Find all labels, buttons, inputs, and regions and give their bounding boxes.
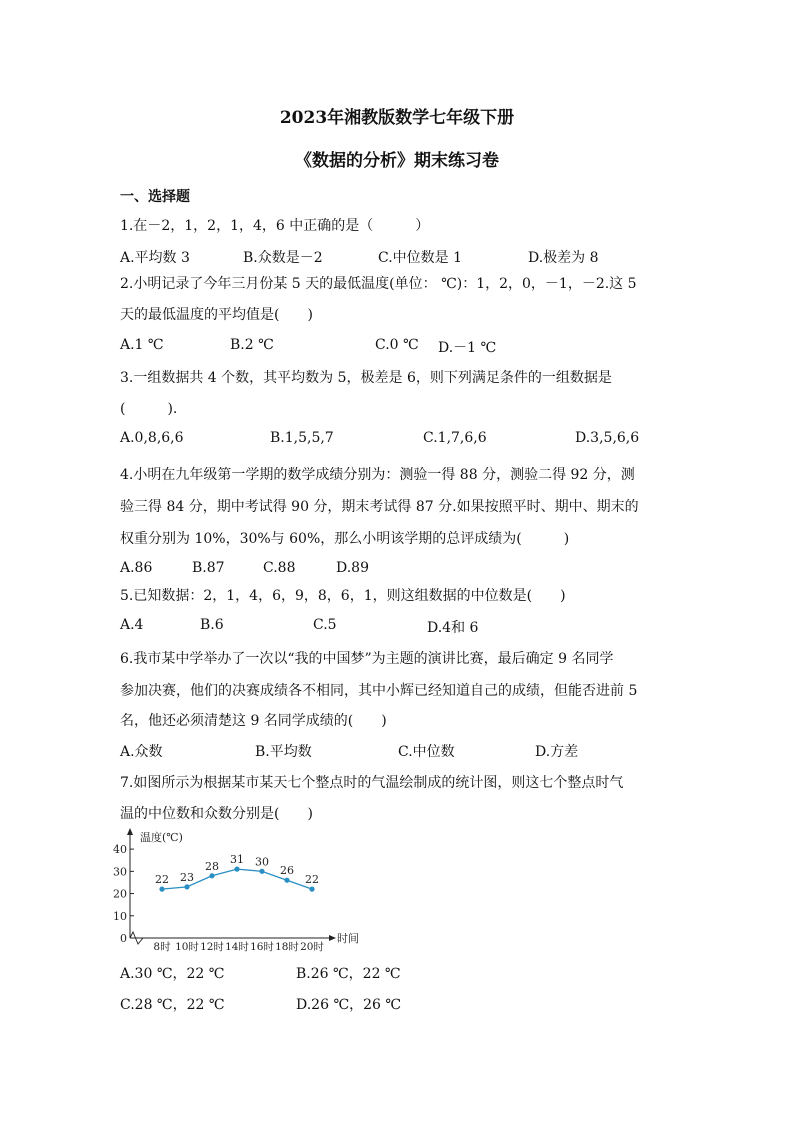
x-tick-label: 20时 <box>300 941 324 953</box>
question-6-stem-line-2: 参加决赛，他们的决赛成绩各不相同，其中小辉已经知道自己的成绩，但能否进前 5 <box>120 683 638 699</box>
y-tick-label: 20 <box>113 887 127 901</box>
question-3-option-a: A.0,8,6,6 <box>120 430 184 446</box>
question-4-stem-line-2: 验三得 84 分，期中考试得 90 分，期末考试得 87 分.如果按照平时、期中、期末的 <box>120 499 639 515</box>
question-4-option-c: C.88 <box>263 560 296 576</box>
data-label: 31 <box>230 853 244 867</box>
x-tick-label: 14时 <box>225 941 249 953</box>
question-6-option-a: A.众数 <box>120 744 163 760</box>
question-5-option-b: B.6 <box>200 617 224 633</box>
y-axis-arrow <box>127 828 133 835</box>
question-3-option-b: B.1,5,5,7 <box>270 430 334 446</box>
x-tick-label: 16时 <box>250 941 274 953</box>
question-7-option-b: B.26 ℃，22 ℃ <box>296 966 401 982</box>
data-label: 30 <box>255 855 269 869</box>
y-tick-label: 40 <box>113 843 127 857</box>
data-label: 23 <box>180 870 194 884</box>
question-7-stem-line-1: 7.如图所示为根据某市某天七个整点时的气温绘制成的统计图，则这七个整点时气 <box>120 775 624 791</box>
question-2-stem-line-2: 天的最低温度的平均值是( ) <box>120 307 313 323</box>
y-tick-label: 10 <box>113 909 127 923</box>
question-1-option-d: D.极差为 8 <box>528 250 599 266</box>
question-4-option-a: A.86 <box>120 560 153 576</box>
data-point <box>209 873 214 878</box>
question-5-option-c: C.5 <box>313 617 337 633</box>
question-1-stem: 1.在－2，1，2，1，4，6 中正确的是（ ） <box>120 218 430 234</box>
data-point <box>234 867 239 872</box>
question-2-option-d: D.－1 ℃ <box>438 340 497 356</box>
data-point <box>284 878 289 883</box>
question-2-stem-line-1: 2.小明记录了今年三月份某 5 天的最低温度(单位： ℃)：1，2，0，－1，－2.这 5 <box>120 276 637 292</box>
question-4-option-b: B.87 <box>192 560 225 576</box>
question-2-option-b: B.2 ℃ <box>230 337 274 353</box>
x-tick-label: 8时 <box>153 941 171 953</box>
document-subtitle: 《数据的分析》期末练习卷 <box>295 151 499 171</box>
question-3-stem-line-1: 3.一组数据共 4 个数，其平均数为 5，极差是 6，则下列满足条件的一组数据是 <box>120 370 612 386</box>
question-1-option-c: C.中位数是 1 <box>378 250 463 266</box>
x-axis-arrow <box>329 935 336 941</box>
question-7-stem-line-2: 温的中位数和众数分别是( ) <box>120 806 313 822</box>
question-5-option-d: D.4和 6 <box>427 620 479 636</box>
y-tick-label: 30 <box>113 865 127 879</box>
data-label: 28 <box>205 859 219 873</box>
question-6-option-b: B.平均数 <box>255 744 312 760</box>
question-7-option-d: D.26 ℃，26 ℃ <box>296 997 402 1013</box>
document-title: 2023年湘教版数学七年级下册 <box>279 108 515 128</box>
data-point <box>259 869 264 874</box>
question-2-option-c: C.0 ℃ <box>375 337 419 353</box>
question-4-stem-line-1: 4.小明在九年级第一学期的数学成绩分别为：测验一得 88 分，测验二得 92 分，测 <box>120 467 635 483</box>
question-3-option-c: C.1,7,6,6 <box>423 430 487 446</box>
question-3-stem-line-2: ( ). <box>120 401 178 417</box>
x-tick-label: 10时 <box>175 941 199 953</box>
data-label: 26 <box>280 864 294 878</box>
question-4-option-d: D.89 <box>336 560 369 576</box>
question-6-option-d: D.方差 <box>535 744 579 760</box>
data-point <box>309 887 314 892</box>
question-7-option-c: C.28 ℃，22 ℃ <box>120 997 225 1013</box>
x-tick-label: 18时 <box>275 941 299 953</box>
question-2-option-a: A.1 ℃ <box>120 337 164 353</box>
question-6-option-c: C.中位数 <box>398 744 455 760</box>
question-5-option-a: A.4 <box>120 617 144 633</box>
temperature-line-chart <box>113 828 365 953</box>
question-1-option-a: A.平均数 3 <box>120 250 190 266</box>
question-1-option-b: B.众数是－2 <box>243 250 323 266</box>
question-6-stem-line-3: 名，他还必须清楚这 9 名同学成绩的( ) <box>120 713 387 729</box>
data-label: 22 <box>155 873 169 887</box>
question-5-stem: 5.已知数据：2，1，4，6，9，8，6，1，则这组数据的中位数是( ) <box>120 588 566 604</box>
question-3-option-d: D.3,5,6,6 <box>575 430 640 446</box>
question-7-option-a: A.30 ℃，22 ℃ <box>120 966 225 982</box>
section-heading: 一、选择题 <box>120 189 190 205</box>
y-axis-label: 温度(℃) <box>140 831 183 844</box>
data-point <box>159 887 164 892</box>
x-axis-label: 时间 <box>337 932 359 945</box>
x-tick-label: 12时 <box>200 941 224 953</box>
question-4-stem-line-3: 权重分别为 10%，30%与 60%，那么小明该学期的总评成绩为( ) <box>120 531 570 547</box>
question-6-stem-line-1: 6.我市某中学举办了一次以“我的中国梦”为主题的演讲比赛，最后确定 9 名同学 <box>120 651 614 667</box>
data-label: 22 <box>305 873 319 887</box>
y-tick-label: 0 <box>120 932 127 945</box>
data-point <box>184 884 189 889</box>
